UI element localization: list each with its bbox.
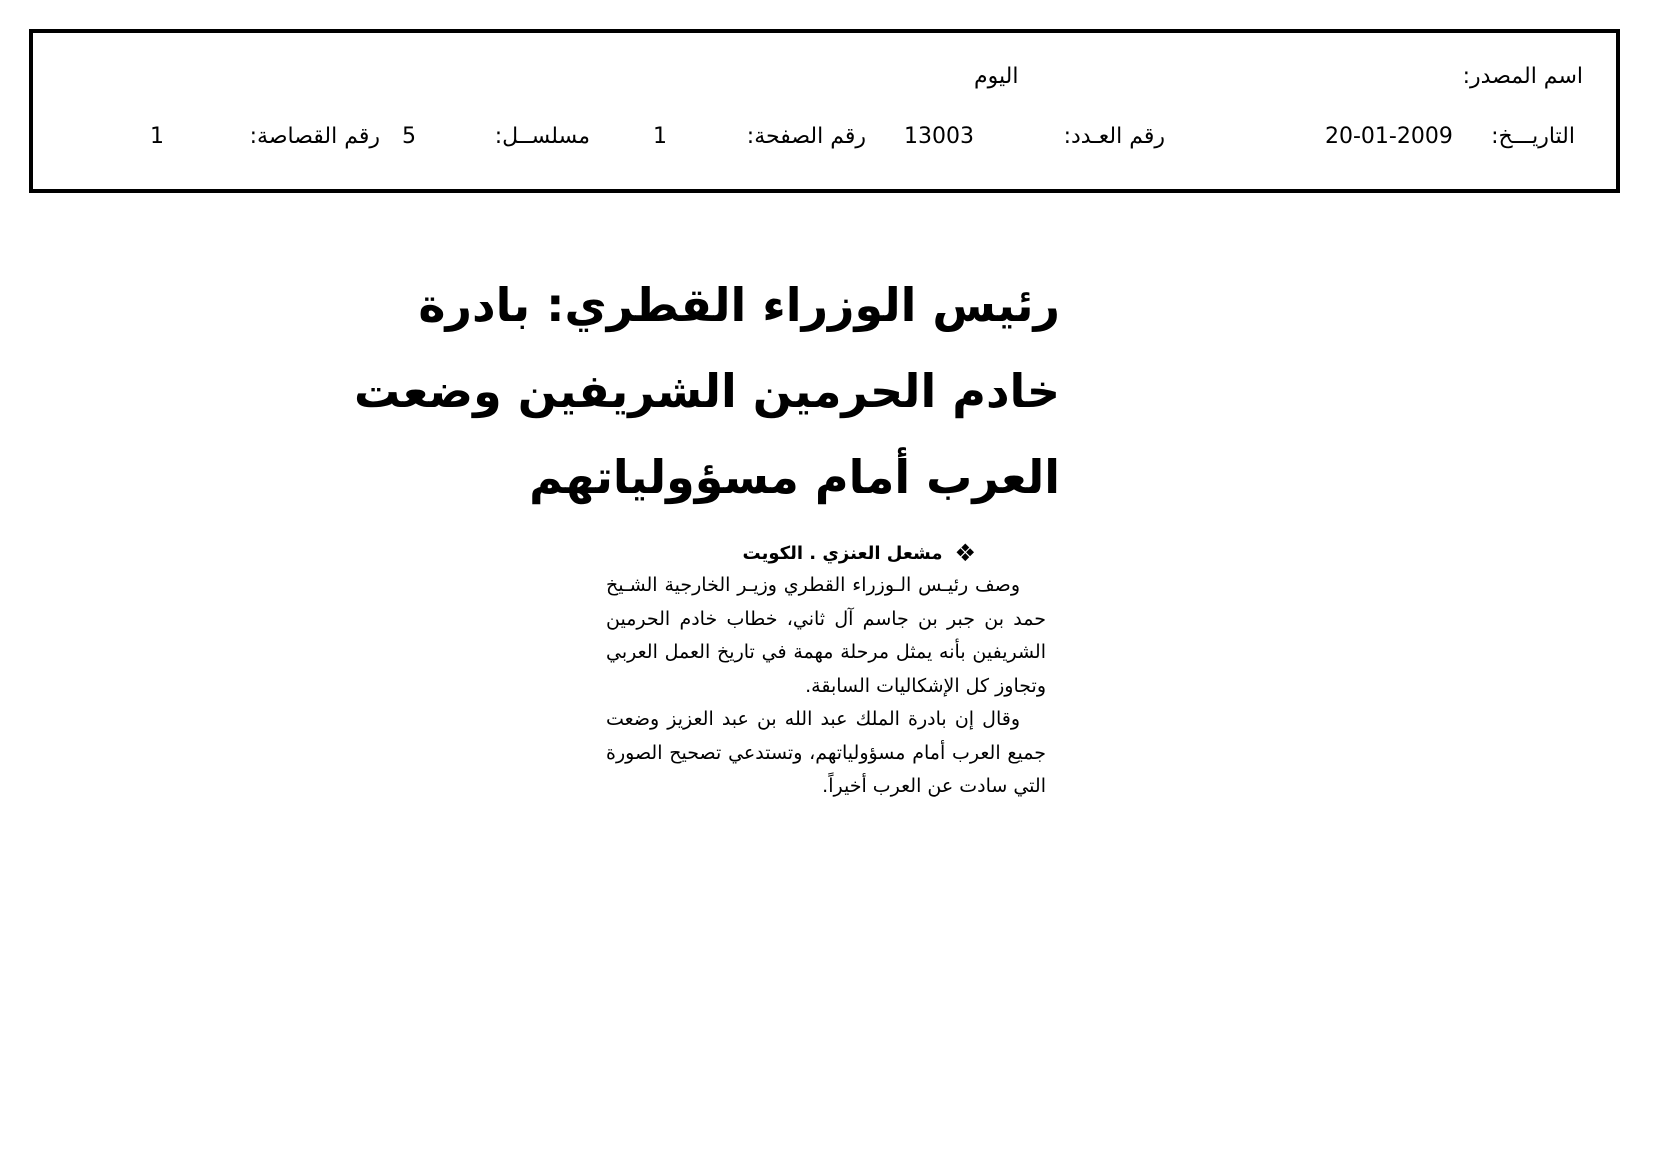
headline-line: رئيس الوزراء القطري: بادرة <box>418 278 1060 332</box>
clipping-value: 1 <box>150 124 164 149</box>
headline-line: العرب أمام مسؤولياتهم <box>529 450 1060 504</box>
date-label: التاريـــخ: <box>1491 124 1575 149</box>
byline-text: مشعل العنزي . الكويت <box>742 542 943 564</box>
clipping-header-box <box>29 29 1620 193</box>
article-headline <box>354 262 1060 520</box>
article-paragraph: وصف رئيـس الـوزراء القطري وزيـر الخارجية الشـيخ حمد بن جبر بن جاسم آل ثاني، خطاب خادم الحرمين الشريفين بأنه يمثل مرحلة مهمة في تاريخ العمل العربي وتجاوز كل الإشكاليات السابقة. <box>606 574 1046 697</box>
article-paragraph: وقال إن بادرة الملك عبد الله بن عبد العزيز وضعت جميع العرب أمام مسؤولياتهم، وتستدعي تصحيح الصورة التي سادت عن العرب أخيراً. <box>606 708 1046 797</box>
serial-label: مسلســل: <box>494 124 590 149</box>
clipping-label: رقم القصاصة: <box>249 124 380 149</box>
source-label: اسم المصدر: <box>1462 64 1583 89</box>
page-label: رقم الصفحة: <box>746 124 866 149</box>
byline <box>743 541 976 565</box>
source-value: اليوم <box>974 64 1019 89</box>
issue-value: 13003 <box>904 124 974 149</box>
page-value: 1 <box>653 124 667 149</box>
serial-value: 5 <box>402 124 416 149</box>
article-body <box>606 569 1046 804</box>
issue-label: رقم العـدد: <box>1063 124 1165 149</box>
byline-ornament-icon: ❖ <box>954 539 976 567</box>
headline-line: خادم الحرمين الشريفين وضعت <box>354 364 1060 418</box>
date-value: 20-01-2009 <box>1325 124 1453 149</box>
